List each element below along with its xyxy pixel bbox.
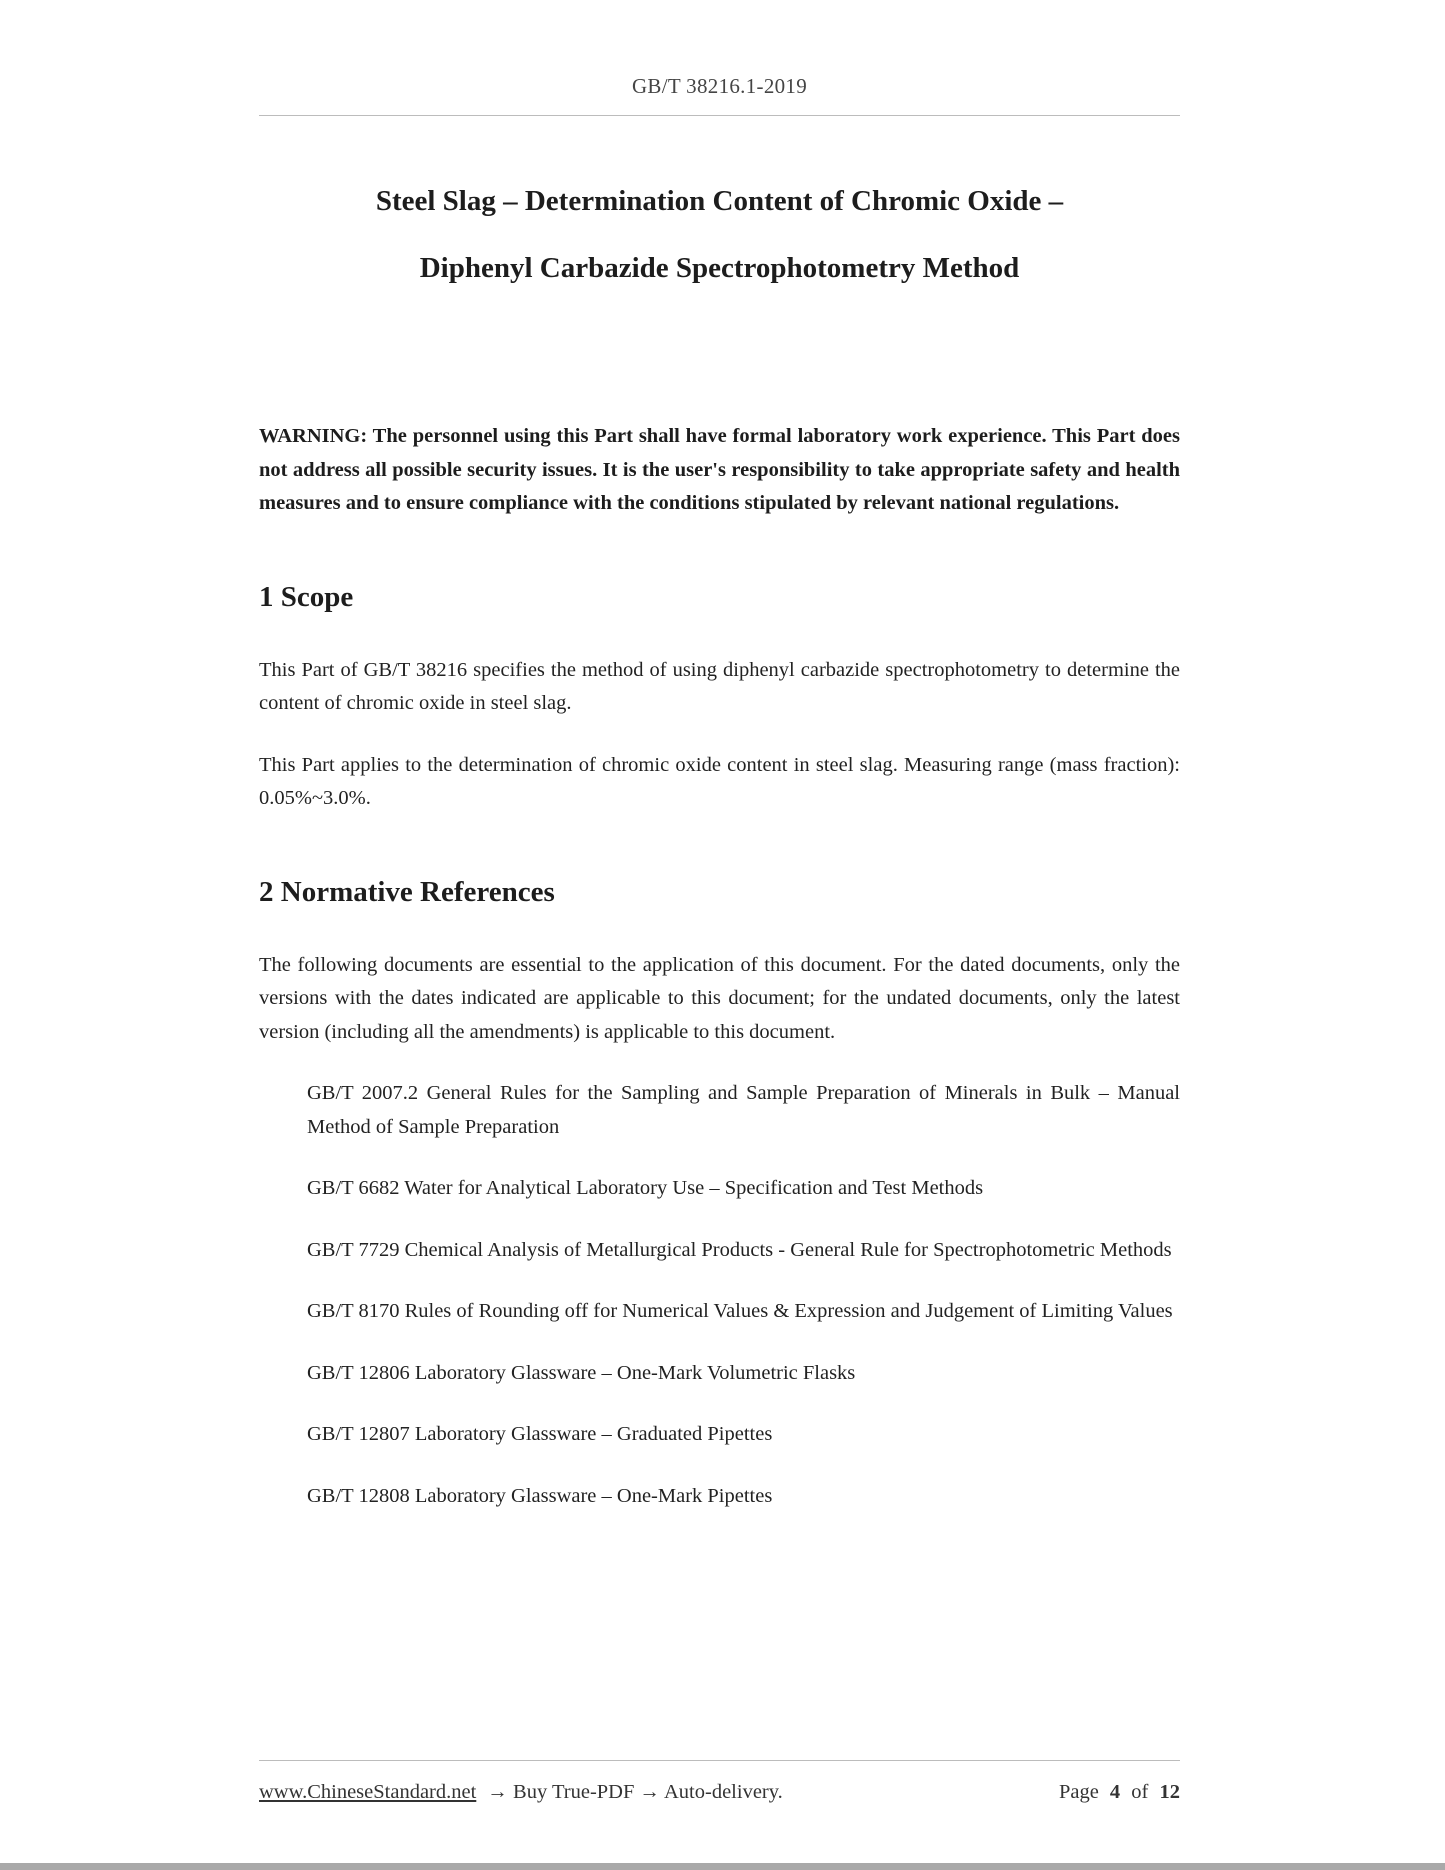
- footer-delivery-text: → Buy True-PDF → Auto-delivery.: [487, 1781, 783, 1803]
- section-heading-normative-references: 2 Normative References: [259, 875, 555, 908]
- page-label: Page: [1058, 1781, 1099, 1803]
- scope-paragraph-1: This Part of GB/T 38216 specifies the method of using diphenyl carbazide spectrophotometry to determine the content of chromic oxide in steel slag.: [259, 658, 1180, 714]
- document-number: GB/T 38216.1-2019: [631, 74, 808, 98]
- page-number-current: 4: [1109, 1781, 1121, 1803]
- title-line-1: Steel Slag – Determination Content of Chromic Oxide –: [375, 185, 1064, 217]
- header-divider: [259, 115, 1180, 116]
- page-footer: [259, 1760, 1180, 1804]
- page-indicator: [1053, 1781, 1180, 1804]
- page-number-total: 12: [1159, 1781, 1180, 1803]
- reference-item: GB/T 12808 Laboratory Glassware – One-Mark Pipettes: [307, 1484, 773, 1507]
- page-header: [259, 74, 1180, 116]
- footer-source: [259, 1781, 783, 1804]
- footer-divider: [259, 1760, 1180, 1761]
- warning-paragraph: WARNING: The personnel using this Part shall have formal laboratory work experience. This Part does not address all possible security issues. It is the user's responsibility to take appropriate safety and health measures and to ensure compliance with the conditions stipulated by relevant national regulations.: [259, 425, 1180, 514]
- scope-paragraph-2: This Part applies to the determination of chromic oxide content in steel slag. Measuring range (mass fraction): 0.05%~3.0%.: [259, 753, 1180, 809]
- reference-item: GB/T 8170 Rules of Rounding off for Numerical Values & Expression and Judgement of Limiting Values: [307, 1300, 1173, 1322]
- page-bottom-edge: [0, 1863, 1445, 1870]
- reference-item: GB/T 7729 Chemical Analysis of Metallurgical Products - General Rule for Spectrophotometric Methods: [307, 1238, 1172, 1261]
- page-of-label: of: [1131, 1781, 1149, 1803]
- reference-item: GB/T 12806 Laboratory Glassware – One-Mark Volumetric Flasks: [307, 1361, 856, 1384]
- section-heading-scope: 1 Scope: [259, 580, 354, 613]
- website-link[interactable]: www.ChineseStandard.net: [259, 1781, 477, 1803]
- title-line-2: Diphenyl Carbazide Spectrophotometry Method: [419, 252, 1020, 284]
- reference-item: GB/T 12807 Laboratory Glassware – Graduated Pipettes: [307, 1423, 773, 1445]
- reference-item: GB/T 2007.2 General Rules for the Sampling and Sample Preparation of Minerals in Bulk – Manual Method of Sample Preparation: [307, 1082, 1180, 1138]
- document-title: [259, 168, 1180, 302]
- references-intro-paragraph: The following documents are essential to the application of this document. For the dated documents, only the versions with the dates indicated are applicable to this document; for the undated documents, only the latest version (including all the amendments) is applicable to this document.: [259, 953, 1180, 1043]
- reference-item: GB/T 6682 Water for Analytical Laboratory Use – Specification and Test Methods: [307, 1177, 984, 1199]
- page-content: [259, 0, 1180, 1541]
